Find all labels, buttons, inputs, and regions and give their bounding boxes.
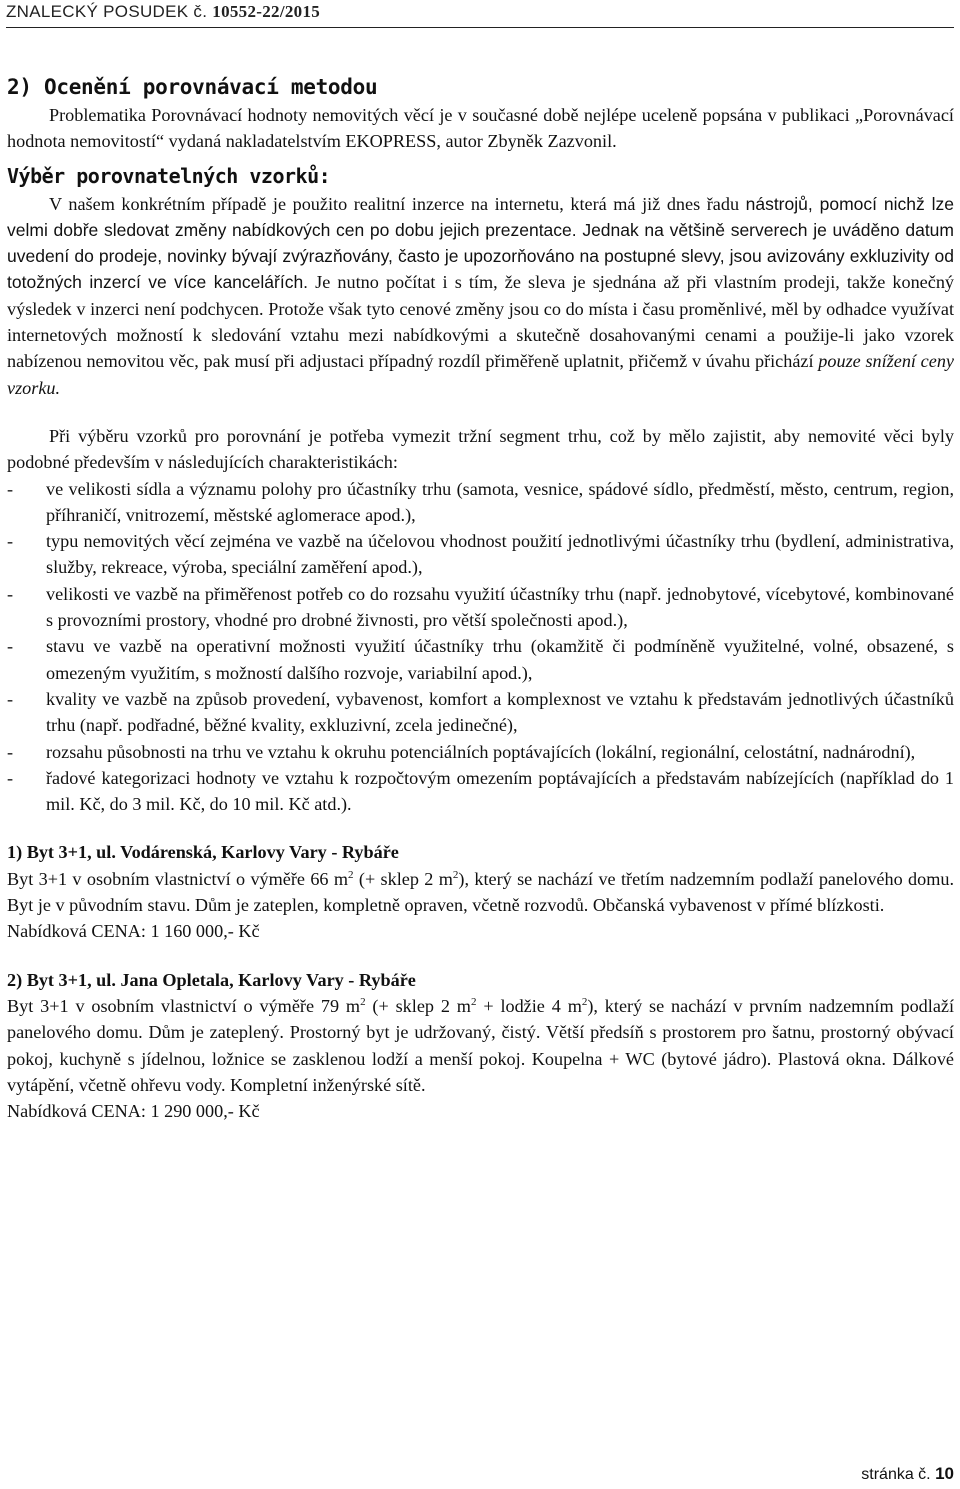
- list-item: [7, 528, 954, 581]
- superscript: 2: [348, 868, 354, 881]
- sample-description: [7, 993, 954, 1098]
- samples-subtitle: Výběr porovnatelných vzorků:: [7, 163, 331, 188]
- page-number: 10: [935, 1464, 954, 1483]
- list-item: [7, 765, 954, 818]
- sample-title-location: Vodárenská, Karlovy Vary - Rybáře: [120, 842, 399, 863]
- segment-paragraph: Při výběru vzorků pro porovnání je potřeba vymezit tržní segment trhu, což by mělo zajistit, aby nemovité věci byly podobné především v následujících charakteristikách:: [7, 425, 954, 473]
- sample-item-1: [7, 839, 954, 944]
- list-item: [7, 581, 954, 634]
- page-footer: [861, 1464, 954, 1484]
- sample-title: [7, 967, 954, 993]
- sample-title: [7, 839, 954, 865]
- list-dash: -: [7, 741, 14, 762]
- sample-title-prefix: 2) Byt 3+1, ul.: [7, 969, 121, 990]
- superscript: 2: [581, 995, 588, 1008]
- page-body: [7, 72, 954, 1124]
- list-item: [7, 633, 954, 686]
- sample-title-prefix: 1) Byt 3+1, ul.: [7, 842, 121, 863]
- desc-part: Byt 3+1 v osobním vlastnictví o výměře 66 m: [7, 868, 349, 889]
- page-header: [6, 2, 954, 28]
- samples-paragraph-emphasis: pouze snížení ceny vzorku.: [7, 351, 954, 398]
- spacer: [7, 945, 954, 967]
- desc-part: ), který se nachází v prvním nadzemním podlaží panelového domu. Dům je zateplený. Prostorný byt je udržovaný, čistý. Větší předsíň s prostorem pro šatnu, prostorný obývací pokoj, kuchyně s jídelnou, ložnice se zasklenou lodží a menší pokoj. Koupelna + WC (bytové jádro). Plastová okna. Dálkové vytápění, včetně ohřevu vody. Kompletní inženýrské sítě.: [7, 995, 955, 1095]
- list-item-text: typu nemovitých věcí zejména ve vazbě na účelovou vhodnost použití jednotlivými účastníky trhu (bydlení, administrativa, služby, rekreace, výroba, speciální zaměření apod.),: [46, 531, 954, 578]
- samples-paragraph-part-b: nástrojů, pomocí nichž lze velmi dobře sledovat změny nabídkových cen po dobu jejich prezentace. Jednak na většině serverech je uváděno datum uvedení do prodeje, novinky bývají zvýrazňovány, často je upozorňováno na postupné slevy, jsou avizovány exkluzivity od totožných inzercí ve více kancelářích.: [7, 193, 954, 293]
- superscript: 2: [452, 868, 459, 881]
- superscript: 2: [360, 995, 366, 1008]
- criteria-list: [7, 476, 954, 818]
- list-item-text: řadové kategorizaci hodnoty ve vztahu k rozpočtovým omezením poptávajících a představám nabízejících (například do 1 mil. Kč, do 3 mil. Kč, do 10 mil. Kč atd.).: [46, 767, 954, 815]
- desc-part: + lodžie 4 m: [476, 995, 582, 1016]
- list-dash: -: [7, 688, 14, 709]
- list-dash: -: [7, 478, 14, 499]
- sample-item-2: [7, 967, 954, 1125]
- list-dash: -: [7, 636, 14, 657]
- desc-part: ), který se nachází ve třetím nadzemním podlaží panelového domu. Byt je v původním stavu. Dům je zateplen, kompletně opraven, včetně rozvodů. Občanská vybavenost v přímé blízkosti.: [7, 868, 954, 916]
- samples-paragraph-part-a: V našem konkrétním případě je použito realitní inzerce na internetu, která má již dnes řadu: [49, 193, 746, 214]
- list-item-text: kvality ve vazbě na způsob provedení, vybavenost, komfort a komplexnost ve vztahu k představám jednotlivých účastníků trhu (např. podřadné, běžné kvality, exkluzivní, zcela jedinečné),: [46, 688, 954, 736]
- list-item: [7, 739, 954, 765]
- document-number: 10552-22/2015: [212, 2, 321, 21]
- list-item-text: stavu ve vazbě na operativní možnosti využití účastníky trhu (okamžitě či podmíněně využitelné, volné, obsazené, s omezeným využitím, s možností dalšího rozvoje, variabilní apod.),: [46, 636, 954, 683]
- samples-paragraph-part-c: Je nutno počítat i s tím, že sleva je sjednána až při vlastním prodeji, takže konečný výsledek v inzerci není podchycen. Protože však tyto cenové změny jsou co do místa i času proměnlivé, měl by odhadce využívat internetových možností k sledování vztahu mezi nabídkovými a skutečně dosahovanými cenami a použije-li jako vzorek nabízenou nemovitou věc, pak musí při adjustaci případný rozdíl přiměřeně uplatnit, přičemž v úvahu přichází: [7, 272, 955, 372]
- desc-part: (+ sklep 2 m: [353, 868, 453, 889]
- desc-part: Byt 3+1 v osobním vlastnictví o výměře 79 m: [7, 995, 361, 1016]
- document-title: ZNALECKÝ POSUDEK č.: [6, 2, 208, 21]
- intro-paragraph: Problematika Porovnávací hodnoty nemovitých věcí je v současné době nejlépe uceleně popsána v publikaci „Porovnávací hodnota nemovitostí“ vydaná nakladatelstvím EKOPRESS, autor Zbyněk Zazvonil.: [7, 105, 954, 152]
- sample-price: Nabídková CENA: 1 290 000,- Kč: [7, 1101, 260, 1122]
- list-item: [7, 476, 954, 529]
- spacer: [7, 401, 954, 423]
- sample-description: [7, 866, 954, 919]
- section-title: 2) Ocenění porovnávací metodou: [7, 75, 378, 99]
- list-item-text: ve velikosti sídla a významu polohy pro účastníky trhu (samota, vesnice, spádové sídlo, předměstí, město, centrum, region, příhraničí, vnitrozemí, městské aglomerace apod.),: [46, 478, 954, 525]
- sample-price: Nabídková CENA: 1 160 000,- Kč: [7, 921, 260, 942]
- list-dash: -: [7, 583, 14, 604]
- list-dash: -: [7, 531, 14, 552]
- desc-part: (+ sklep 2 m: [365, 995, 471, 1016]
- list-item-text: velikosti ve vazbě na přiměřenost potřeb co do rozsahu využití účastníky trhu (např. jednobytové, vícebytové, kombinované s provozními prostory, vhodné pro drobné živnosti, pro větší společnosti apod.),: [46, 583, 954, 631]
- samples-paragraph: [7, 191, 954, 401]
- page-label: stránka č.: [861, 1466, 931, 1483]
- list-item-text: rozsahu působnosti na trhu ve vztahu k okruhu potenciálních poptávajících (lokální, regionální, celostátní, nadnárodní),: [46, 741, 916, 762]
- spacer: [7, 817, 954, 839]
- sample-title-location: Jana Opletala, Karlovy Vary - Rybáře: [120, 969, 416, 990]
- list-dash: -: [7, 767, 14, 788]
- list-item: [7, 686, 954, 739]
- superscript: 2: [470, 995, 477, 1008]
